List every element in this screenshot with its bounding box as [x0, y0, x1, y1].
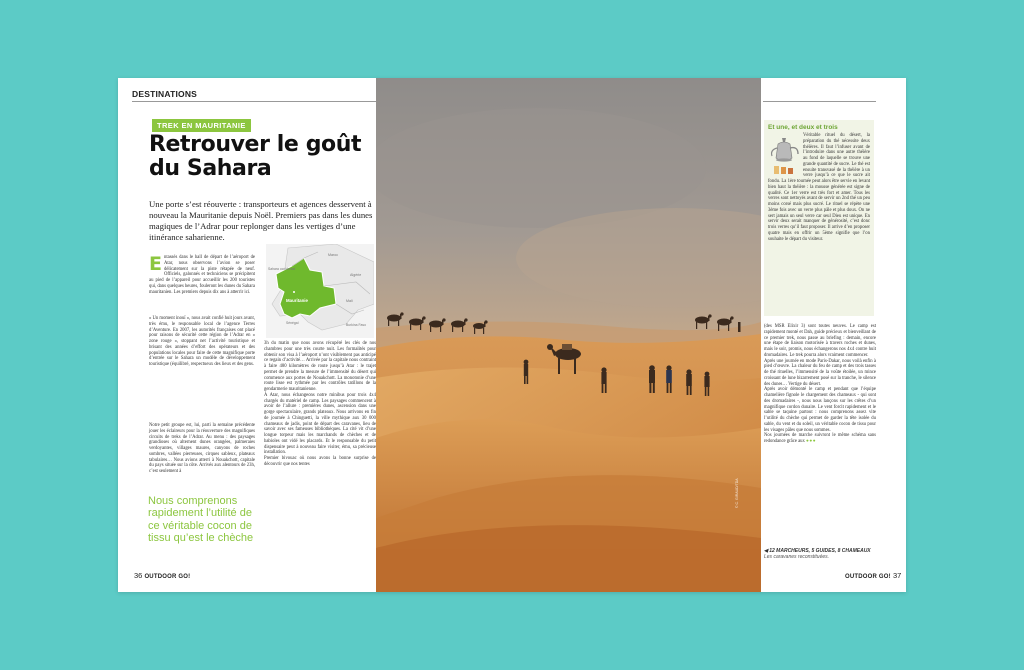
caption-text: Les caravanes reconstituées.: [764, 554, 830, 560]
sidebar-title: Et une, et deux et trois: [768, 124, 838, 131]
body-paragraph-3: Notre petit groupe est, lui, parti la semaine précédente jouer les éclaireurs pour la réouverture des magnifiques circuits de treks de l’Adrar. Au menu : des paysages grandioses où alternent dunes orangées, palmeraies verdoyantes, villages maures, canyons de roches sombres, vallées pierreuses, cirques sableux, plateaux tabulaires… Nous avions atterri à Nouakchott, capitale du pays située sur la côte. Arrivés aux alentours de 23h, c’est seulement à: [149, 423, 255, 474]
teapot-icon: [768, 134, 800, 176]
header-rule-left: [132, 101, 377, 102]
photo-graphic: [376, 78, 761, 592]
photo-caption: [764, 548, 884, 560]
folio-right: [845, 571, 901, 580]
map-label-mali: Mali: [346, 299, 353, 303]
tea-sidebar-box: [764, 120, 874, 316]
body-paragraph-1: ntassés dans le hall de départ de l’aéroport de Atar, nous observons l’avion se poser délicatement sur la piste rétapée de neuf. Officiels, galonnés et techniciens se précipitent au pied de l’appareil pour accueillir les 200 touristes qui, dans quelques heures, fouleront les dunes du Sahara mauritanien. Les premiers depuis dix ans à atterrir ici.: [149, 255, 255, 295]
page-number-right: 37: [892, 571, 902, 580]
body-paragraph-10-text: Nos journées de marche suivront le même schéma sans redondance grâce aux: [764, 433, 876, 444]
drop-cap: E: [149, 253, 162, 275]
pull-quote: Nous comprenons rapidement l’utilité de ce véritable cocon de tissu qu’est le chèche: [148, 495, 254, 544]
standfirst: Une porte s’est réouverte : transporteurs et agences desservent à nouveau la Mauritanie depuis Noël. Premiers pas dans les dunes magiques de l’Adrar pour replonger dans les vertiges d’une itinérance saharienne.: [149, 199, 373, 242]
caption-title: ◀ 12 MARCHEURS, 5 GUIDES, 8 CHAMEAUX: [764, 548, 871, 554]
map-label-burkina: Burkina Faso: [346, 323, 366, 327]
sidebar-text: Véritable rituel du désert, la préparation du thé nécessite deux théières. Il faut l’infuser avant de l’introduire dans une autre théière au fond de laquelle se trouve une grande quantité de sucre. Le thé est ensuite transvasé de la théière à un verre jusqu’à ce que le sucre ait fondu. La 1ère tournée peut alors être servie en levant bien haut la théière : la mousse générée est signe de qualité. Ce 1er verre est très fort et amer. Tous les verres sont nettoyés avant de servir un 2nd thé un peu moins corsé mais plus sucré. Le rituel se répète une 3ème fois avec un verre plus pâle et plus doux. On ne sert jamais un seul verre car seul Dieu est unique. En servir deux serait manquer de générosité, c’est donc trois verres qu’il faut proposer. Il arrive d’en proposer quatre mais en offrir un 5ème signifie que l’on souhaite le départ du visiteur.: [768, 133, 870, 242]
magazine-name-right: OUTDOOR GO!: [845, 574, 891, 580]
body-paragraph-7: (des MSR Elixir 3) sont toutes neuves. Le camp est rapidement monté et Dah, guide précieux et bienveillant de ce premier trek, nous passe au briefing : demain, encore une étape de liaison motorisée à travers roches et dunes, mais le soir, promis, nous échangerons nos 4x4 contre huit dromadaires. Le trek pourra alors vraiment commencer.: [764, 324, 876, 358]
body-column-1-cont2: [149, 423, 255, 475]
map-label-maroc: Maroc: [328, 253, 338, 257]
header-rule-right: [763, 101, 876, 102]
map-label-senegal: Sénégal: [286, 321, 299, 325]
title-line-1: Retrouver le goût: [149, 132, 362, 157]
body-paragraph-8: Après une journée en mode Paris-Dakar, nous voilà enfin à pied d’œuvre. La chaleur du feu de camp et des trois tasses de thé rituelles, l’immensité de la voûte étoilée, un mince croissant de lune bizarrement posé sur la tranche, le silence des dunes… Vertige du désert.: [764, 358, 876, 387]
body-paragraph-5: À Atar, nous échangeons notre minibus pour trois 4x4 chargés du matériel de camp. Les paysages commencent à avoir de l’allure : premières dunes, ascension dans une gorge spectaculaire, grands plateaux. Nous arrivons en fin de journée à Chinguetti, la ville mythique aux 30 000 chameaux de jadis, point de départ des caravanes, lieu de savoir avec ses fameuses bibliothèques. La cité vit d’une longue torpeur mais les marchands de chèches et de babioles ont vidé les placards. Et le responsable du petit dispensaire peut à nouveau faire visiter, ému, sa précieuse installation.: [264, 392, 376, 456]
photo-credit: © C. GIRAUD/TDA: [735, 478, 739, 508]
category-tag: TREK EN MAURITANIE: [152, 119, 251, 132]
continue-dots: ●●●: [806, 439, 817, 444]
title-line-2: du Sahara: [149, 156, 272, 181]
body-paragraph-6: Premier bivouac où nous avons la bonne surprise de découvrir que nos tentes: [264, 456, 376, 467]
body-paragraph-2: « Un moment inouï », nous avait confié huit jours avant, très ému, le responsable local de l’agence Terres d’Aventure. En 2007, les autorités françaises ont placé pour raisons de sécurité cette région de l’Adrar en « zone rouge », stoppant net l’activité touristique et brisant des années d’effort des opérateurs et des populations locales pour faire de cette magnifique porte d’entrée sur le Sahara un modèle de développement touristique (équilibré, respectueux des lieux et des gens.: [149, 316, 255, 367]
sidebar-body: [768, 133, 870, 242]
article-title: [149, 133, 374, 181]
map-label-algerie: Algérie: [350, 273, 362, 277]
body-column-1: [149, 255, 255, 295]
map-label-mauritanie: Mauritanie: [286, 298, 308, 303]
map-label-sahara: Sahara occidental: [268, 267, 296, 271]
magazine-spread: [118, 78, 906, 592]
body-column-3: [764, 324, 876, 445]
body-column-2: [264, 341, 376, 468]
section-header: DESTINATIONS: [132, 89, 198, 99]
folio-left: [134, 571, 190, 580]
body-paragraph-9: Après avoir démonté le camp et pendant que l’équipe chamelière fignole le chargement des chameaux - qui sont des dromadaires -, nous nous lançons sur les crêtes d’un magnifique cordon dunaire. Le vent forcit rapidement et le sable se taquine partout : nous comprenons assez vite l’utilité du chèche qui permet de garder la tête isolée du sable, du vent et du soleil, un véritable cocon de tissu pour les visages pâles que nous sommes.: [764, 387, 876, 433]
body-paragraph-10: [764, 433, 876, 445]
desert-caravan-photo: [376, 78, 761, 592]
body-paragraph-4: 3h du matin que nous avons récupéré les clés de nos chambres pour une très courte nuit. Les formalités pour obtenir son visa à l’aéroport n’ont visiblement pas anticipé ce regain d’activité… Arrivée par la capitale nous contraint à faire 480 kilomètres de route jusqu’à Atar : le trajet permet de prendre la mesure de l’immensité du désert qui commence aux portes de Nouakchott. La monotonie d’une route lisse est rythmée par les contrôles tatillons de la gendarmerie mauritanienne.: [264, 341, 376, 392]
page-number-left: 36: [134, 571, 143, 580]
magazine-name-left: OUTDOOR GO!: [144, 574, 191, 580]
